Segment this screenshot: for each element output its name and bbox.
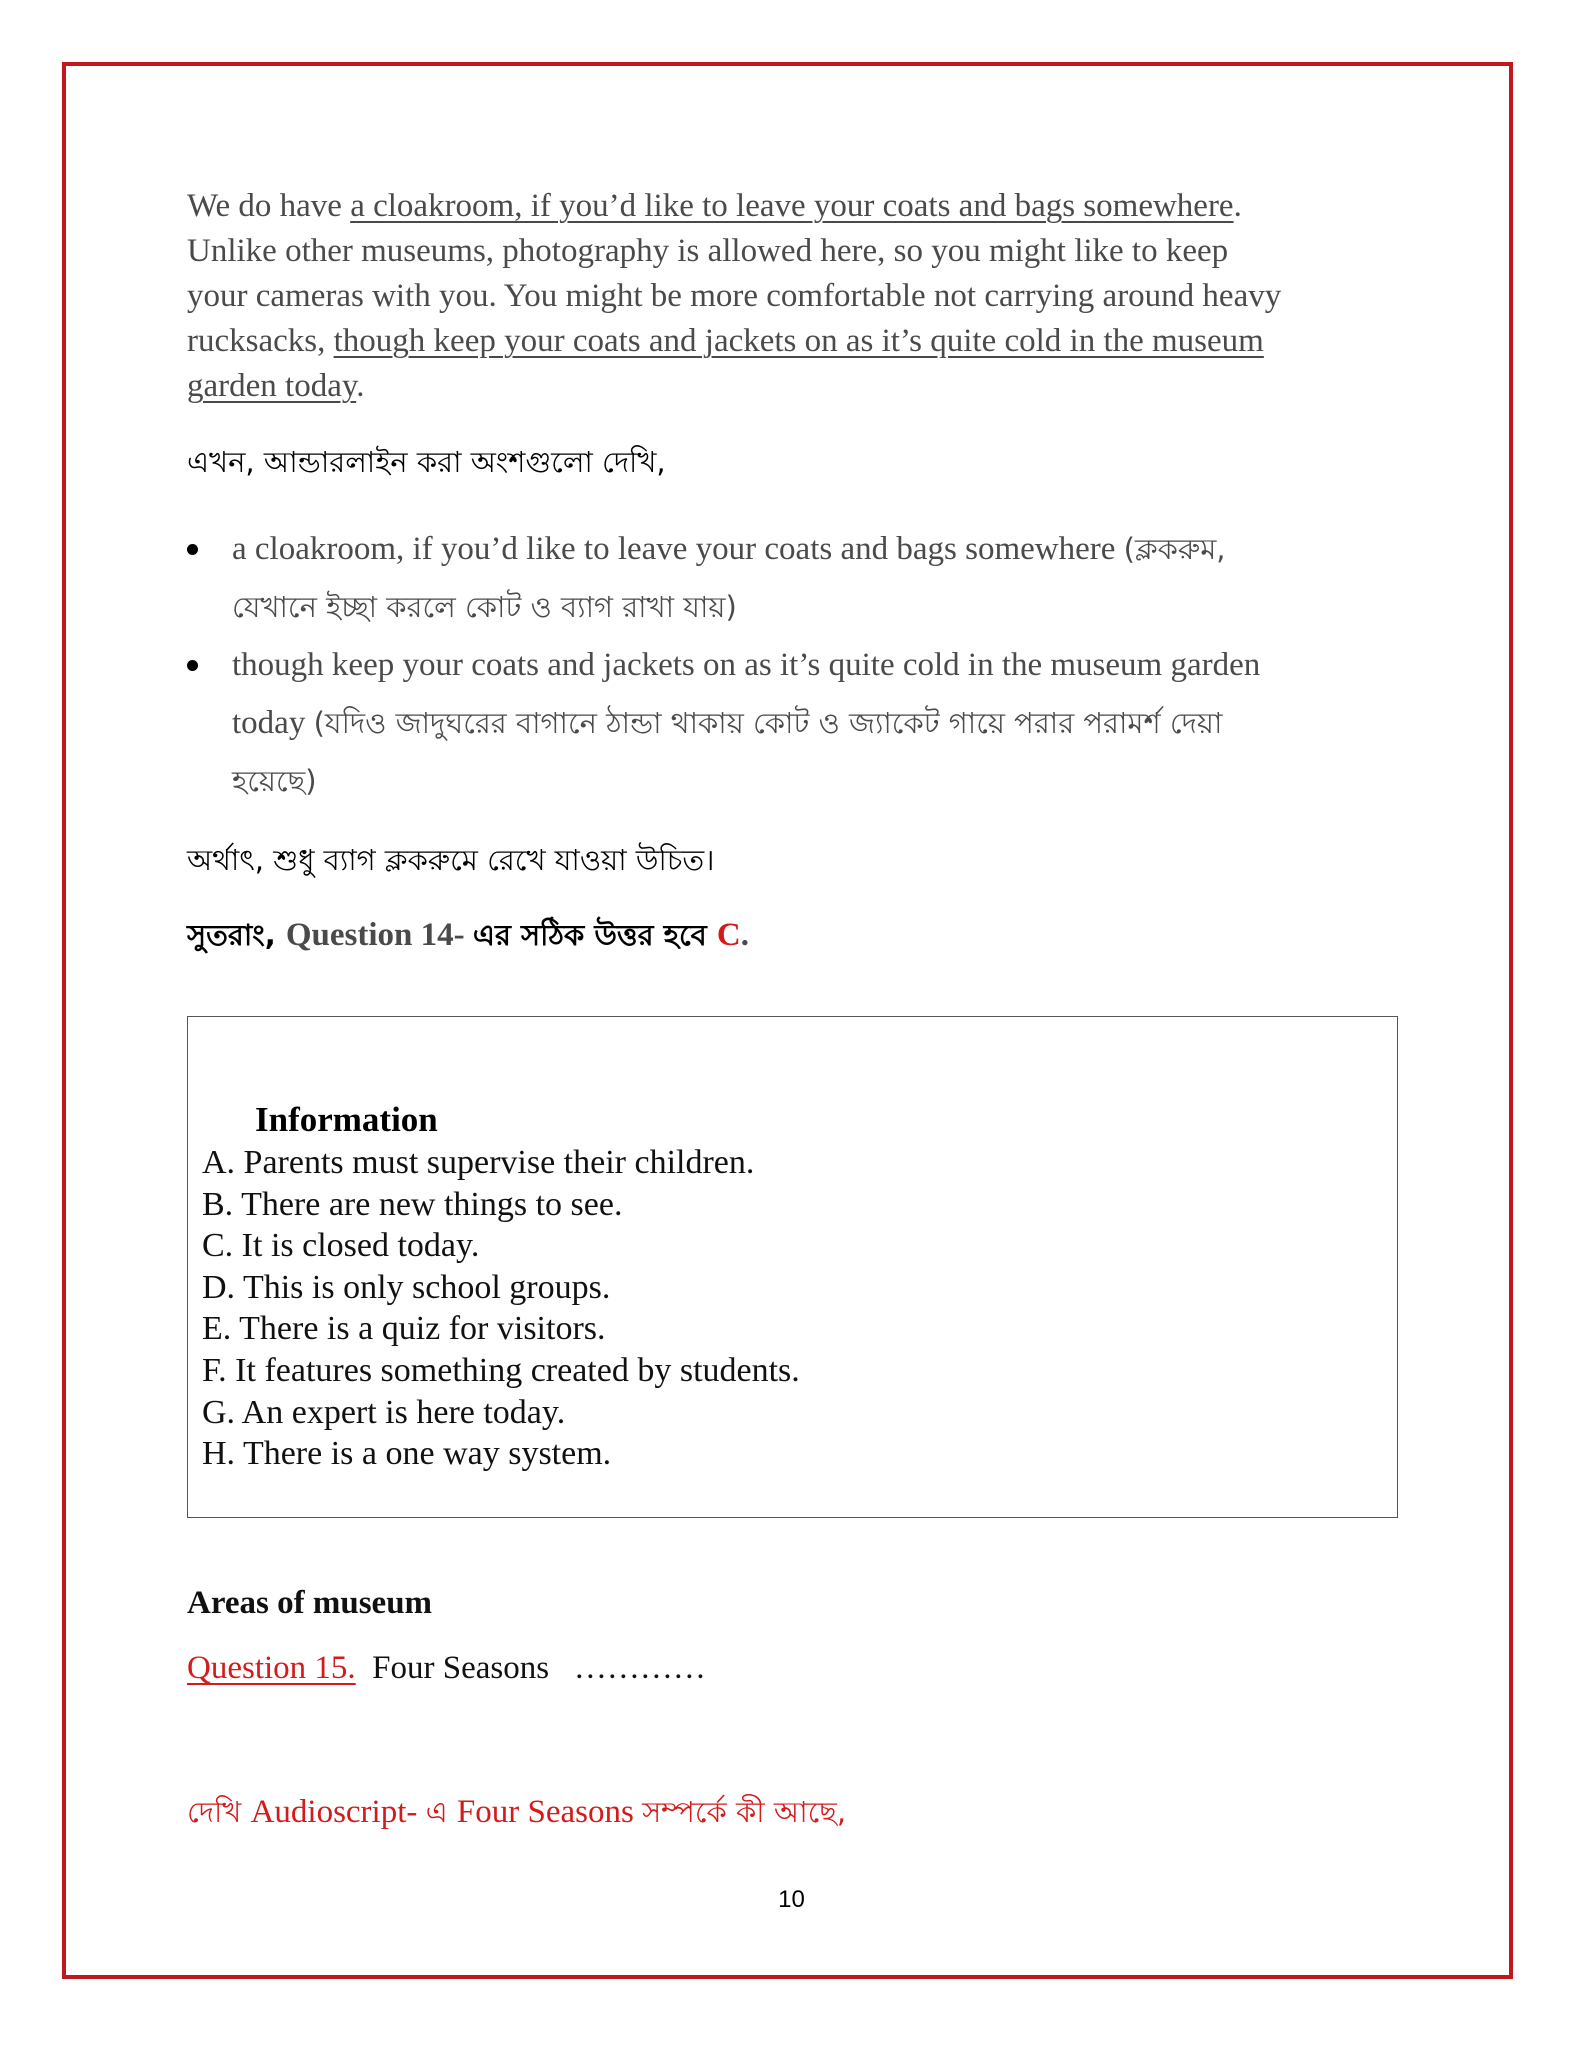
bullet-item — [187, 636, 1397, 810]
text-run: (যদিও জাদুঘরের বাগানে ঠান্ডা থাকায় কোট ও জ্যাকেট গায়ে পরার পরামর্শ দেয়া — [313, 706, 1223, 740]
answer-blank: ………… — [573, 1650, 706, 1686]
information-item: G. An expert is here today. — [202, 1393, 566, 1431]
information-item: E. There is a quiz for visitors. — [202, 1310, 606, 1348]
information-item: B. There are new things to see. — [202, 1185, 623, 1223]
question-15-text: Four Seasons — [372, 1650, 550, 1686]
bullet-line — [232, 520, 1397, 578]
text-run: Four Seasons — [456, 1794, 643, 1830]
source-paragraph — [187, 184, 1397, 409]
underlined-phrase-1: a cloakroom, if you’d like to leave your coats and bags somewhere — [350, 188, 1234, 224]
bullet-list — [187, 520, 1397, 810]
information-item: C. It is closed today. — [202, 1227, 480, 1265]
text-run: We do have — [187, 188, 351, 224]
text-run: Audioscript- — [250, 1794, 426, 1830]
section-heading: Areas of museum — [187, 1585, 433, 1621]
underline-intro: এখন, আন্ডারলাইন করা অংশগুলো দেখি, — [187, 445, 666, 479]
conclusion-line: অর্থাৎ, শুধু ব্যাগ ক্লকরুমে রেখে যাওয়া উচিত। — [187, 843, 715, 877]
information-list — [202, 1142, 800, 1475]
bullet-line: though keep your coats and jackets on as it’s quite cold in the museum garden — [232, 647, 1261, 683]
text-run: . — [1233, 188, 1242, 224]
text-run: rucksacks, — [187, 323, 334, 359]
text-run: today — [232, 705, 314, 741]
information-title: Information — [255, 1100, 438, 1139]
paragraph-line-2: Unlike other museums, photography is allowed here, so you might like to keep — [187, 233, 1229, 269]
text-run: এ — [425, 1795, 457, 1829]
text-run: সম্পর্কে কী আছে, — [642, 1795, 847, 1829]
bullet-dot-icon — [187, 544, 198, 555]
bullet-line: হয়েছে) — [232, 764, 317, 798]
text-run: সুতরাং, — [187, 918, 286, 952]
underlined-phrase-2: though keep your coats and jackets on as it’s quite cold in the museum — [333, 323, 1264, 359]
bullet-line — [232, 694, 1397, 752]
text-run: a cloakroom, if you’d like to leave your coats and bags somewhere — [232, 531, 1124, 567]
page-number: 10 — [778, 1886, 805, 1913]
answer-letter: C — [716, 917, 741, 953]
paragraph-line-1 — [187, 184, 1397, 229]
question-ref: Question 14- — [285, 917, 473, 953]
underlined-phrase-2-cont: garden today — [187, 368, 357, 404]
bullet-dot-icon — [187, 660, 198, 671]
audioscript-line — [187, 1790, 1397, 1839]
paragraph-line-3: your cameras with you. You might be more comfortable not carrying around heavy — [187, 278, 1282, 314]
text-run: দেখি — [187, 1795, 251, 1829]
information-box — [187, 1016, 1398, 1518]
text-run: এর সঠিক উত্তর হবে — [472, 918, 717, 952]
bullet-line: যেখানে ইচ্ছা করলে কোট ও ব্যাগ রাখা যায়) — [232, 590, 737, 624]
paragraph-line-5 — [187, 364, 1397, 409]
text-run: . — [356, 368, 365, 404]
question-15-link[interactable]: Question 15. — [187, 1650, 356, 1686]
paragraph-line-4 — [187, 319, 1397, 364]
text-run: (ক্লকরুম, — [1123, 532, 1226, 566]
question-15-line — [187, 1650, 1397, 1687]
information-item: A. Parents must supervise their children. — [202, 1144, 755, 1181]
information-item: D. This is only school groups. — [202, 1268, 611, 1306]
bullet-item — [187, 520, 1397, 636]
answer-line — [187, 913, 1397, 962]
information-item: F. It features something created by students. — [202, 1351, 800, 1389]
text-run: . — [740, 917, 749, 953]
information-item: H. There is a one way system. — [202, 1435, 612, 1473]
